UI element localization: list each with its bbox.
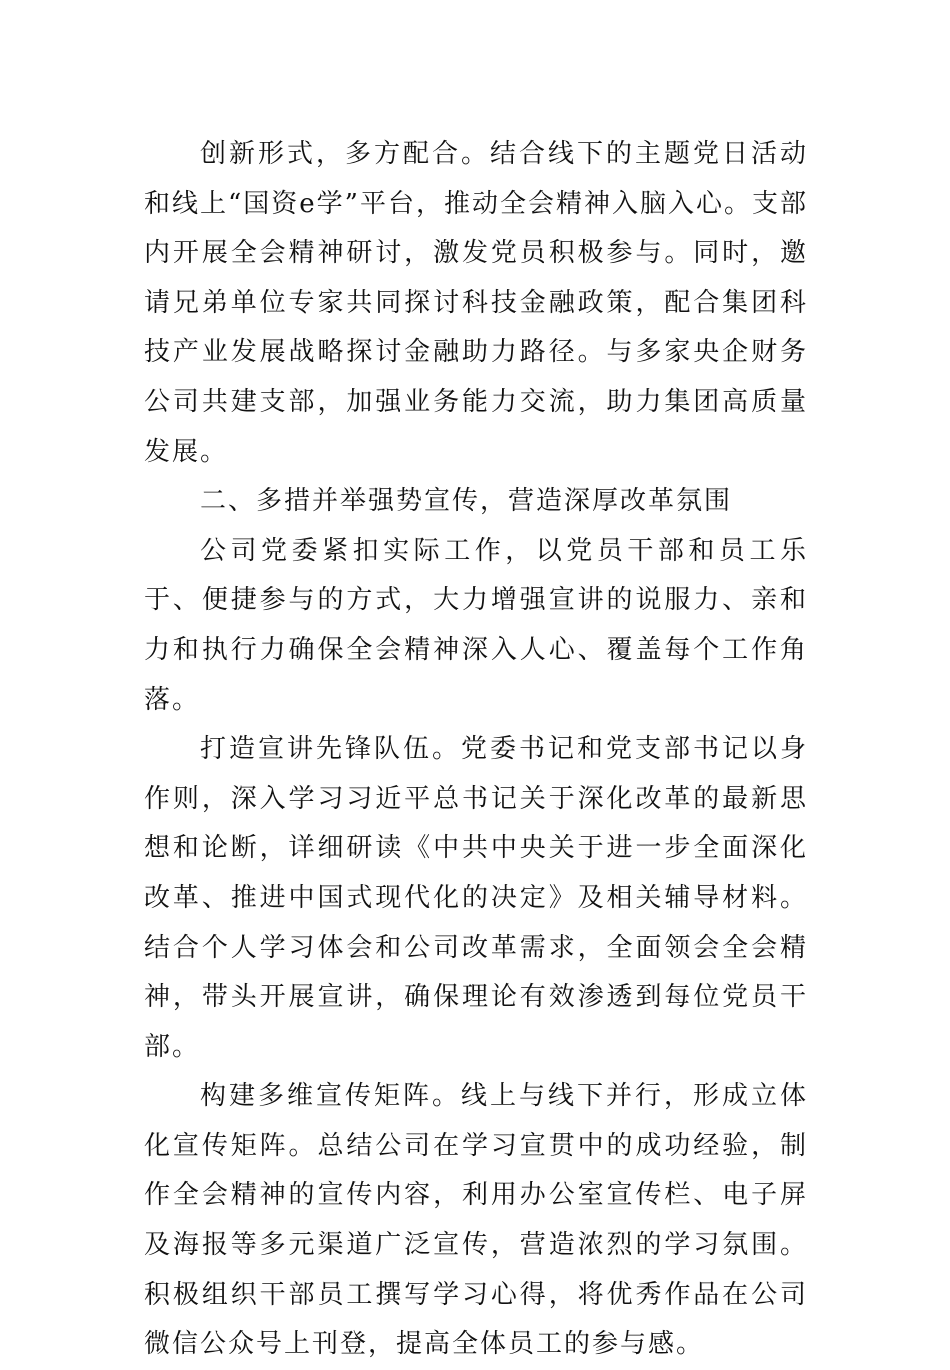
document-body (144, 130, 808, 1370)
paragraph-publicity-intro: 公司党委紧扣实际工作，以党员干部和员工乐于、便捷参与的方式，大力增强宣讲的说服力、亲和力和执行力确保全会精神深入人心、覆盖每个工作角落。 (144, 535, 808, 715)
section-heading: 二、多措并举强势宣传，营造深厚改革氛围 (200, 486, 733, 517)
paragraph-publicity-matrix: 构建多维宣传矩阵。线上与线下并行，形成立体化宣传矩阵。总结公司在学习宣贯中的成功经验，制作全会精神的宣传内容，利用办公室宣传栏、电子屏及海报等多元渠道广泛宣传，营造浓烈的学习氛围。积极组织干部员工撰写学习心得，将优秀作品在公司微信公众号上刊登，提高全体员工的参与感。 (144, 1081, 808, 1360)
paragraph-vanguard-team: 打造宣讲先锋队伍。党委书记和党支部书记以身作则，深入学习习近平总书记关于深化改革的最新思想和论断，详细研读《中共中央关于进一步全面深化改革、推进中国式现代化的决定》及相关辅导材料。结合个人学习体会和公司改革需求，全面领会全会精神，带头开展宣讲，确保理论有效渗透到每位党员干部。 (144, 734, 808, 1062)
paragraph-innovation: 创新形式，多方配合。结合线下的主题党日活动和线上“国资e学”平台，推动全会精神入脑入心。支部内开展全会精神研讨，激发党员积极参与。同时，邀请兄弟单位专家共同探讨科技金融政策，配合集团科技产业发展战略探讨金融助力路径。与多家央企财务公司共建支部，加强业务能力交流，助力集团高质量发展。 (144, 139, 808, 467)
